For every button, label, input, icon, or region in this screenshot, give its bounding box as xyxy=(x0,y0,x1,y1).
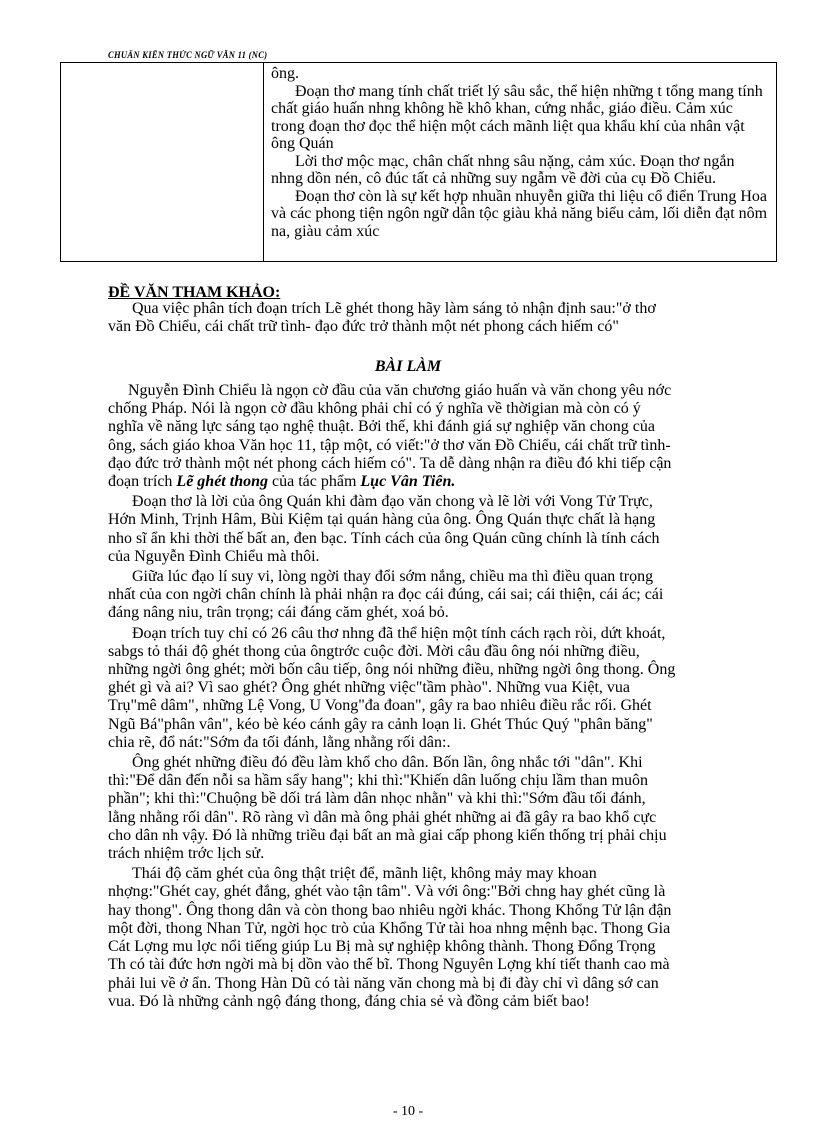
table-column-divider xyxy=(263,63,264,261)
work-title: Lẽ ghét thong xyxy=(176,473,268,491)
table-paragraph: Đoạn thơ mang tính chất triết lý sâu sắc, thể hiện những t tổng mang tính chất giáo huấn nhng không hề khô khan, cứng nhắc, giáo điều. Cảm xúc trong đoạn thơ đọc thể hiện một cách mãnh liệt qua khẩu khí của nhân vật ông Quán xyxy=(271,82,763,152)
running-header: CHUẨN KIẾN THỨC NGỮ VĂN 11 (NC) xyxy=(108,50,268,60)
source-title: Lục Vân Tiên. xyxy=(360,473,456,491)
table-paragraph: Lời thơ mộc mạc, chân chất nhng sâu nặng, cảm xúc. Đoạn thơ ngắn nhng dồn nén, cô đúc tất cả những suy ngẫm về đời của cụ Đồ Chiểu. xyxy=(271,152,735,187)
essay-paragraph xyxy=(108,382,676,491)
essay-paragraph: Ông ghét những điều đó đều làm khổ cho dân. Bốn lần, ông nhắc tới "dân". Khi thì:"Để dân đến nỗi sa hầm sẩy hang"; khi thì:"Khiến dân luống chịu lầm than muôn phần"; khi thì:"Chuộng bề dối trá làm dân nhọc nhằn" và khi thì:"Sớm đầu tối đánh, lằng nhằng rối dân". Rõ ràng vì dân mà ông phải ghét những ai đã gây ra bao khổ cực cho dân nh vậy. Đó là những triều đại bất an mà giai cấp phong kiến thống trị phải chịu trách nhiệm trớc lịch sử. xyxy=(108,754,667,863)
essay-text: Nguyễn Đình Chiểu là ngọn cờ đầu của văn chương giáo huấn và văn chong yêu nớc chống Pháp. Nói là ngọn cờ đầu không phải chỉ có ý nghĩa về thờigian mà còn có ý nghĩa về năng lực sáng tạo nghệ thuật. Bởi thế, khi đánh giá sự nghiệp văn chong của ông, sách giáo khoa Văn học 11, tập một, có viết:"ở thơ văn Đồ Chiểu, cái chất trữ tình- đạo đức trở thành một nét phong cách hiếm có". Ta dễ dàng nhận ra điều đó khi tiếp cận đoạn trích xyxy=(108,382,672,491)
essay-title: BÀI LÀM xyxy=(374,358,442,375)
essay-prompt: Qua việc phân tích đoạn trích Lẽ ghét thong hãy làm sáng tỏ nhận định sau:"ở thơ văn Đồ Chiểu, cái chất trữ tình- đạo đức trở thành một nét phong cách hiếm có" xyxy=(108,300,656,335)
page-number: - 10 - xyxy=(392,1104,424,1119)
essay-paragraph: Đoạn trích tuy chỉ có 26 câu thơ nhng đã thể hiện một tính cách rạch ròi, dứt khoát, sabgs tỏ thái độ ghét thong của ôngtrớc cuộc đời. Mời câu đầu ông nói những điều, những ngời ông ghét; mời bốn câu tiếp, ông nói những điều, những ngời ông thong. Ông ghét gì và ai? Vì sao ghét? Ông ghét những việc"tầm phào". Những vua Kiệt, vua Trụ"mê dâm", những Lệ Vong, U Vong"đa đoan", gây ra bao nhiêu điều rắc rối. Ghét Ngũ Bá"phân vân", kéo bè kéo cánh gây ra cảnh loạn li. Ghét Thúc Quý "phân băng" chia rẽ, đổ nát:"Sớm đa tối đánh, lằng nhằng rối dân:. xyxy=(108,624,676,751)
essay-paragraph: Thái độ căm ghét của ông thật triệt để, mãnh liệt, không mảy may khoan nhợng:"Ghét cay, ghét đắng, ghét vào tận tâm". Và với ông:"Bởi chng hay ghét cũng là hay thong". Ông thong dân và còn thong bao nhiêu ngời khác. Thong Khổng Tử lận đận một đời, thong Nhan Tử, ngời học trò của Khổng Tử tài hoa nhng mệnh bạc. Thong Gia Cát Lợng mu lợc nổi tiếng giúp Lu Bị mà sự nghiệp không thành. Thong Đổng Trọng Th có tài đức hơn ngời mà bị dồn vào thế bĩ. Thong Nguyên Lợng khí tiết thanh cao mà phải lui về ở ẩn. Thong Hàn Dũ có tài năng văn chong mà bị đi đày chỉ vì dâng sớ can vua. Đó là những cảnh ngộ đáng thong, đáng chia sẻ và đồng cảm biết bao! xyxy=(108,865,672,1010)
table-paragraph: Đoạn thơ còn là sự kết hợp nhuần nhuyễn giữa thi liệu cổ điển Trung Hoa và các phong tiện ngôn ngữ dân tộc giàu khả năng biểu cảm, lối diễn đạt nôm na, giàu cảm xúc xyxy=(271,187,768,240)
reference-section-title: ĐỀ VĂN THAM KHẢO: xyxy=(108,284,281,301)
essay-text: của tác phẩm xyxy=(267,473,361,491)
table-paragraph: ông. xyxy=(271,65,299,82)
essay-body xyxy=(108,382,676,1011)
essay-paragraph: Đoạn thơ là lời của ông Quán khi đàm đạo văn chong và lẽ lời với Vong Tử Trực, Hớn Minh, Trịnh Hâm, Bùi Kiệm tại quán hàng của ông. Ông Quán thực chất là hạng nho sĩ ẩn khi thời thế bất an, đen bạc. Tính cách của ông Quán cũng chính là tính cách của Nguyễn Đình Chiểu mà thôi. xyxy=(108,493,660,565)
table-right-cell xyxy=(271,65,768,240)
content-table xyxy=(60,62,777,262)
essay-paragraph: Giữa lúc đạo lí suy vi, lòng ngời thay đổi sớm nắng, chiều ma thì điều quan trọng nhất của con ngời chân chính là phải nhận ra đọc cái đúng, cái sai; cái thiện, cái ác; cái đáng nâng niu, trân trọng; cái đáng căm ghét, xoá bỏ. xyxy=(108,568,664,622)
